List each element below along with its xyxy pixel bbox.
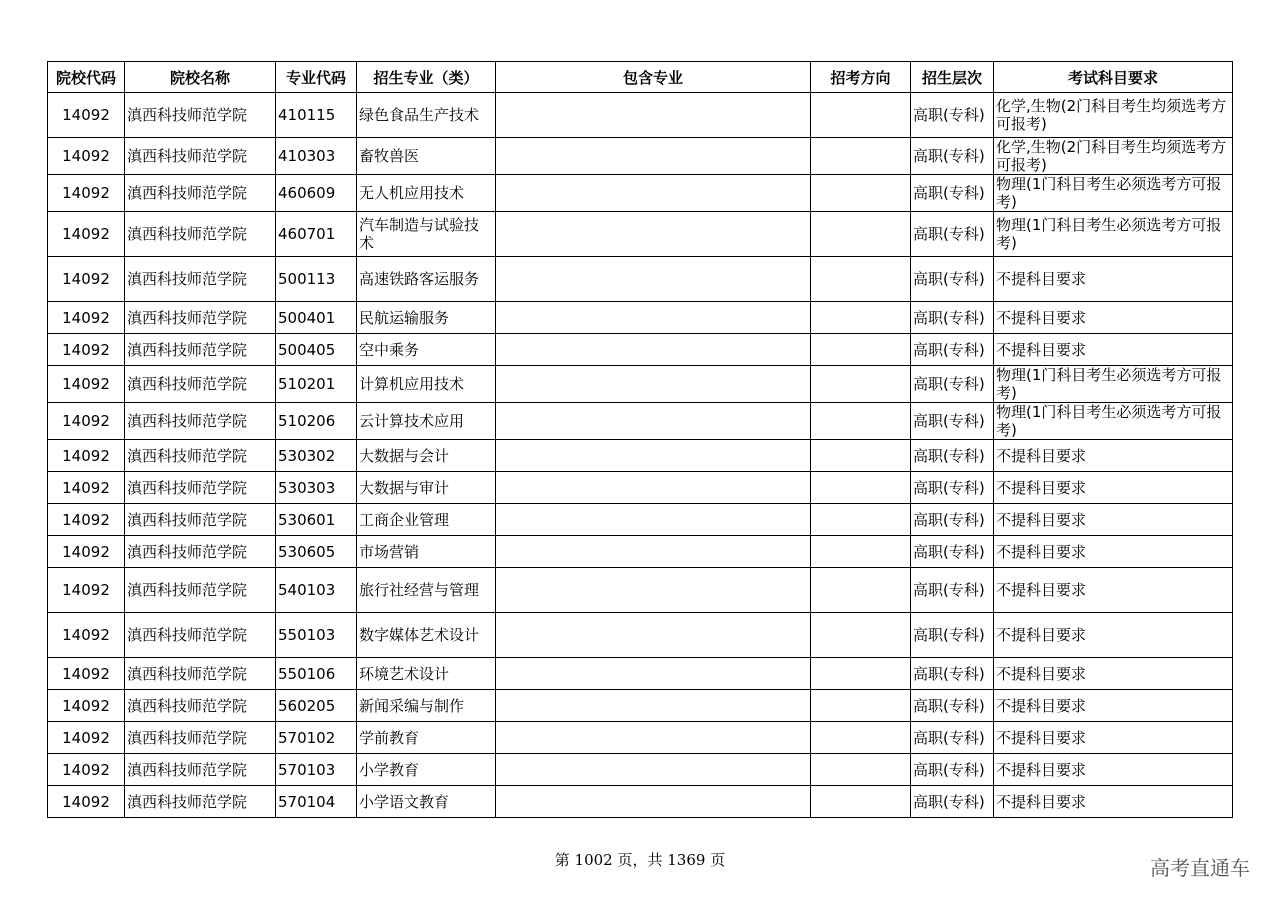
- table-row: [48, 504, 1233, 536]
- included-majors-cell: [496, 212, 811, 257]
- school-name-cell: 滇西科技师范学院: [125, 536, 276, 568]
- level-cell: 高职(专科): [911, 138, 994, 175]
- requirement-cell: 物理(1门科目考生必须选考方可报考): [994, 403, 1233, 440]
- school-code-cell: 14092: [48, 613, 125, 658]
- level-cell: 高职(专科): [911, 504, 994, 536]
- direction-cell: [811, 722, 911, 754]
- major-cell: 云计算技术应用: [357, 403, 496, 440]
- requirement-cell: 物理(1门科目考生必须选考方可报考): [994, 366, 1233, 403]
- level-cell: 高职(专科): [911, 722, 994, 754]
- included-majors-cell: [496, 536, 811, 568]
- table-row: [48, 212, 1233, 257]
- major-cell: 小学语文教育: [357, 786, 496, 818]
- included-majors-cell: [496, 175, 811, 212]
- school-name-cell: 滇西科技师范学院: [125, 366, 276, 403]
- major-cell: 数字媒体艺术设计: [357, 613, 496, 658]
- direction-cell: [811, 403, 911, 440]
- direction-cell: [811, 658, 911, 690]
- major-cell: 市场营销: [357, 536, 496, 568]
- major-code-cell: 530302: [276, 440, 357, 472]
- direction-cell: [811, 212, 911, 257]
- school-name-cell: 滇西科技师范学院: [125, 472, 276, 504]
- included-majors-cell: [496, 722, 811, 754]
- level-cell: 高职(专科): [911, 403, 994, 440]
- requirement-cell: 不提科目要求: [994, 440, 1233, 472]
- table-row: [48, 138, 1233, 175]
- major-code-cell: 500113: [276, 257, 357, 302]
- direction-cell: [811, 440, 911, 472]
- table-row: [48, 754, 1233, 786]
- direction-cell: [811, 568, 911, 613]
- level-cell: 高职(专科): [911, 786, 994, 818]
- school-name-cell: 滇西科技师范学院: [125, 658, 276, 690]
- level-cell: 高职(专科): [911, 302, 994, 334]
- major-cell: 汽车制造与试验技术: [357, 212, 496, 257]
- school-name-cell: 滇西科技师范学院: [125, 93, 276, 138]
- school-code-cell: 14092: [48, 403, 125, 440]
- school-code-cell: 14092: [48, 754, 125, 786]
- school-code-cell: 14092: [48, 786, 125, 818]
- requirement-cell: 不提科目要求: [994, 568, 1233, 613]
- major-code-cell: 460609: [276, 175, 357, 212]
- included-majors-cell: [496, 403, 811, 440]
- table-row: [48, 366, 1233, 403]
- direction-cell: [811, 138, 911, 175]
- school-name-cell: 滇西科技师范学院: [125, 786, 276, 818]
- major-cell: 环境艺术设计: [357, 658, 496, 690]
- page-footer: 第 1002 页，共 1369 页: [554, 851, 726, 869]
- school-code-cell: 14092: [48, 257, 125, 302]
- requirement-cell: 不提科目要求: [994, 786, 1233, 818]
- direction-cell: [811, 536, 911, 568]
- requirement-cell: 物理(1门科目考生必须选考方可报考): [994, 175, 1233, 212]
- included-majors-cell: [496, 366, 811, 403]
- direction-cell: [811, 504, 911, 536]
- school-name-cell: 滇西科技师范学院: [125, 504, 276, 536]
- school-name-cell: 滇西科技师范学院: [125, 212, 276, 257]
- direction-cell: [811, 302, 911, 334]
- requirement-cell: 化学,生物(2门科目考生均须选考方可报考): [994, 138, 1233, 175]
- included-majors-cell: [496, 302, 811, 334]
- direction-cell: [811, 472, 911, 504]
- direction-cell: [811, 175, 911, 212]
- school-name-cell: 滇西科技师范学院: [125, 403, 276, 440]
- header-school-name: 院校名称: [125, 62, 276, 93]
- major-cell: 旅行社经营与管理: [357, 568, 496, 613]
- level-cell: 高职(专科): [911, 536, 994, 568]
- table-row: [48, 658, 1233, 690]
- major-cell: 民航运输服务: [357, 302, 496, 334]
- school-code-cell: 14092: [48, 138, 125, 175]
- school-code-cell: 14092: [48, 334, 125, 366]
- major-code-cell: 570104: [276, 786, 357, 818]
- level-cell: 高职(专科): [911, 613, 994, 658]
- level-cell: 高职(专科): [911, 690, 994, 722]
- school-name-cell: 滇西科技师范学院: [125, 334, 276, 366]
- major-cell: 高速铁路客运服务: [357, 257, 496, 302]
- major-code-cell: 510206: [276, 403, 357, 440]
- included-majors-cell: [496, 786, 811, 818]
- school-name-cell: 滇西科技师范学院: [125, 302, 276, 334]
- major-cell: 新闻采编与制作: [357, 690, 496, 722]
- included-majors-cell: [496, 754, 811, 786]
- header-school-code: 院校代码: [48, 62, 125, 93]
- direction-cell: [811, 93, 911, 138]
- table-row: [48, 536, 1233, 568]
- table-row: [48, 403, 1233, 440]
- requirement-cell: 不提科目要求: [994, 334, 1233, 366]
- level-cell: 高职(专科): [911, 212, 994, 257]
- table-row: [48, 613, 1233, 658]
- table-row: [48, 722, 1233, 754]
- school-code-cell: 14092: [48, 722, 125, 754]
- included-majors-cell: [496, 93, 811, 138]
- major-cell: 学前教育: [357, 722, 496, 754]
- table-row: [48, 175, 1233, 212]
- table-row: [48, 334, 1233, 366]
- header-included-majors: 包含专业: [496, 62, 811, 93]
- direction-cell: [811, 786, 911, 818]
- table-row: [48, 472, 1233, 504]
- major-cell: 小学教育: [357, 754, 496, 786]
- included-majors-cell: [496, 613, 811, 658]
- major-cell: 大数据与会计: [357, 440, 496, 472]
- direction-cell: [811, 690, 911, 722]
- direction-cell: [811, 754, 911, 786]
- major-code-cell: 550103: [276, 613, 357, 658]
- requirement-cell: 不提科目要求: [994, 472, 1233, 504]
- header-direction: 招考方向: [811, 62, 911, 93]
- school-name-cell: 滇西科技师范学院: [125, 440, 276, 472]
- school-code-cell: 14092: [48, 440, 125, 472]
- watermark: 高考直通车: [1150, 856, 1250, 880]
- requirement-cell: 不提科目要求: [994, 690, 1233, 722]
- requirement-cell: 不提科目要求: [994, 722, 1233, 754]
- major-code-cell: 540103: [276, 568, 357, 613]
- major-code-cell: 570103: [276, 754, 357, 786]
- table-row: [48, 93, 1233, 138]
- school-code-cell: 14092: [48, 175, 125, 212]
- included-majors-cell: [496, 334, 811, 366]
- major-code-cell: 530601: [276, 504, 357, 536]
- school-code-cell: 14092: [48, 568, 125, 613]
- level-cell: 高职(专科): [911, 175, 994, 212]
- major-code-cell: 510201: [276, 366, 357, 403]
- school-code-cell: 14092: [48, 690, 125, 722]
- included-majors-cell: [496, 658, 811, 690]
- table-row: [48, 568, 1233, 613]
- major-code-cell: 570102: [276, 722, 357, 754]
- major-cell: 畜牧兽医: [357, 138, 496, 175]
- table-row: [48, 257, 1233, 302]
- requirement-cell: 不提科目要求: [994, 658, 1233, 690]
- school-code-cell: 14092: [48, 302, 125, 334]
- school-code-cell: 14092: [48, 212, 125, 257]
- level-cell: 高职(专科): [911, 658, 994, 690]
- requirement-cell: 物理(1门科目考生必须选考方可报考): [994, 212, 1233, 257]
- included-majors-cell: [496, 472, 811, 504]
- direction-cell: [811, 366, 911, 403]
- major-cell: 空中乘务: [357, 334, 496, 366]
- major-cell: 计算机应用技术: [357, 366, 496, 403]
- level-cell: 高职(专科): [911, 472, 994, 504]
- included-majors-cell: [496, 257, 811, 302]
- school-name-cell: 滇西科技师范学院: [125, 257, 276, 302]
- major-code-cell: 550106: [276, 658, 357, 690]
- admissions-table: [47, 61, 1233, 818]
- requirement-cell: 不提科目要求: [994, 536, 1233, 568]
- level-cell: 高职(专科): [911, 93, 994, 138]
- included-majors-cell: [496, 138, 811, 175]
- major-cell: 大数据与审计: [357, 472, 496, 504]
- school-code-cell: 14092: [48, 658, 125, 690]
- school-name-cell: 滇西科技师范学院: [125, 568, 276, 613]
- level-cell: 高职(专科): [911, 754, 994, 786]
- major-code-cell: 410115: [276, 93, 357, 138]
- header-level: 招生层次: [911, 62, 994, 93]
- major-code-cell: 530605: [276, 536, 357, 568]
- school-code-cell: 14092: [48, 366, 125, 403]
- major-code-cell: 460701: [276, 212, 357, 257]
- school-name-cell: 滇西科技师范学院: [125, 690, 276, 722]
- table-row: [48, 440, 1233, 472]
- header-row: [48, 62, 1233, 93]
- major-cell: 绿色食品生产技术: [357, 93, 496, 138]
- requirement-cell: 不提科目要求: [994, 302, 1233, 334]
- direction-cell: [811, 334, 911, 366]
- school-name-cell: 滇西科技师范学院: [125, 754, 276, 786]
- table-row: [48, 786, 1233, 818]
- header-major: 招生专业（类）: [357, 62, 496, 93]
- requirement-cell: 不提科目要求: [994, 504, 1233, 536]
- header-major-code: 专业代码: [276, 62, 357, 93]
- level-cell: 高职(专科): [911, 568, 994, 613]
- major-code-cell: 530303: [276, 472, 357, 504]
- major-cell: 工商企业管理: [357, 504, 496, 536]
- direction-cell: [811, 613, 911, 658]
- school-name-cell: 滇西科技师范学院: [125, 722, 276, 754]
- major-code-cell: 500401: [276, 302, 357, 334]
- school-name-cell: 滇西科技师范学院: [125, 613, 276, 658]
- level-cell: 高职(专科): [911, 366, 994, 403]
- requirement-cell: 不提科目要求: [994, 257, 1233, 302]
- major-code-cell: 500405: [276, 334, 357, 366]
- header-requirement: 考试科目要求: [994, 62, 1233, 93]
- included-majors-cell: [496, 690, 811, 722]
- included-majors-cell: [496, 504, 811, 536]
- requirement-cell: 不提科目要求: [994, 754, 1233, 786]
- direction-cell: [811, 257, 911, 302]
- school-code-cell: 14092: [48, 536, 125, 568]
- school-code-cell: 14092: [48, 472, 125, 504]
- requirement-cell: 化学,生物(2门科目考生均须选考方可报考): [994, 93, 1233, 138]
- included-majors-cell: [496, 568, 811, 613]
- requirement-cell: 不提科目要求: [994, 613, 1233, 658]
- table-row: [48, 302, 1233, 334]
- level-cell: 高职(专科): [911, 334, 994, 366]
- school-code-cell: 14092: [48, 504, 125, 536]
- included-majors-cell: [496, 440, 811, 472]
- school-name-cell: 滇西科技师范学院: [125, 138, 276, 175]
- table-row: [48, 690, 1233, 722]
- level-cell: 高职(专科): [911, 440, 994, 472]
- school-code-cell: 14092: [48, 93, 125, 138]
- level-cell: 高职(专科): [911, 257, 994, 302]
- major-cell: 无人机应用技术: [357, 175, 496, 212]
- school-name-cell: 滇西科技师范学院: [125, 175, 276, 212]
- major-code-cell: 410303: [276, 138, 357, 175]
- major-code-cell: 560205: [276, 690, 357, 722]
